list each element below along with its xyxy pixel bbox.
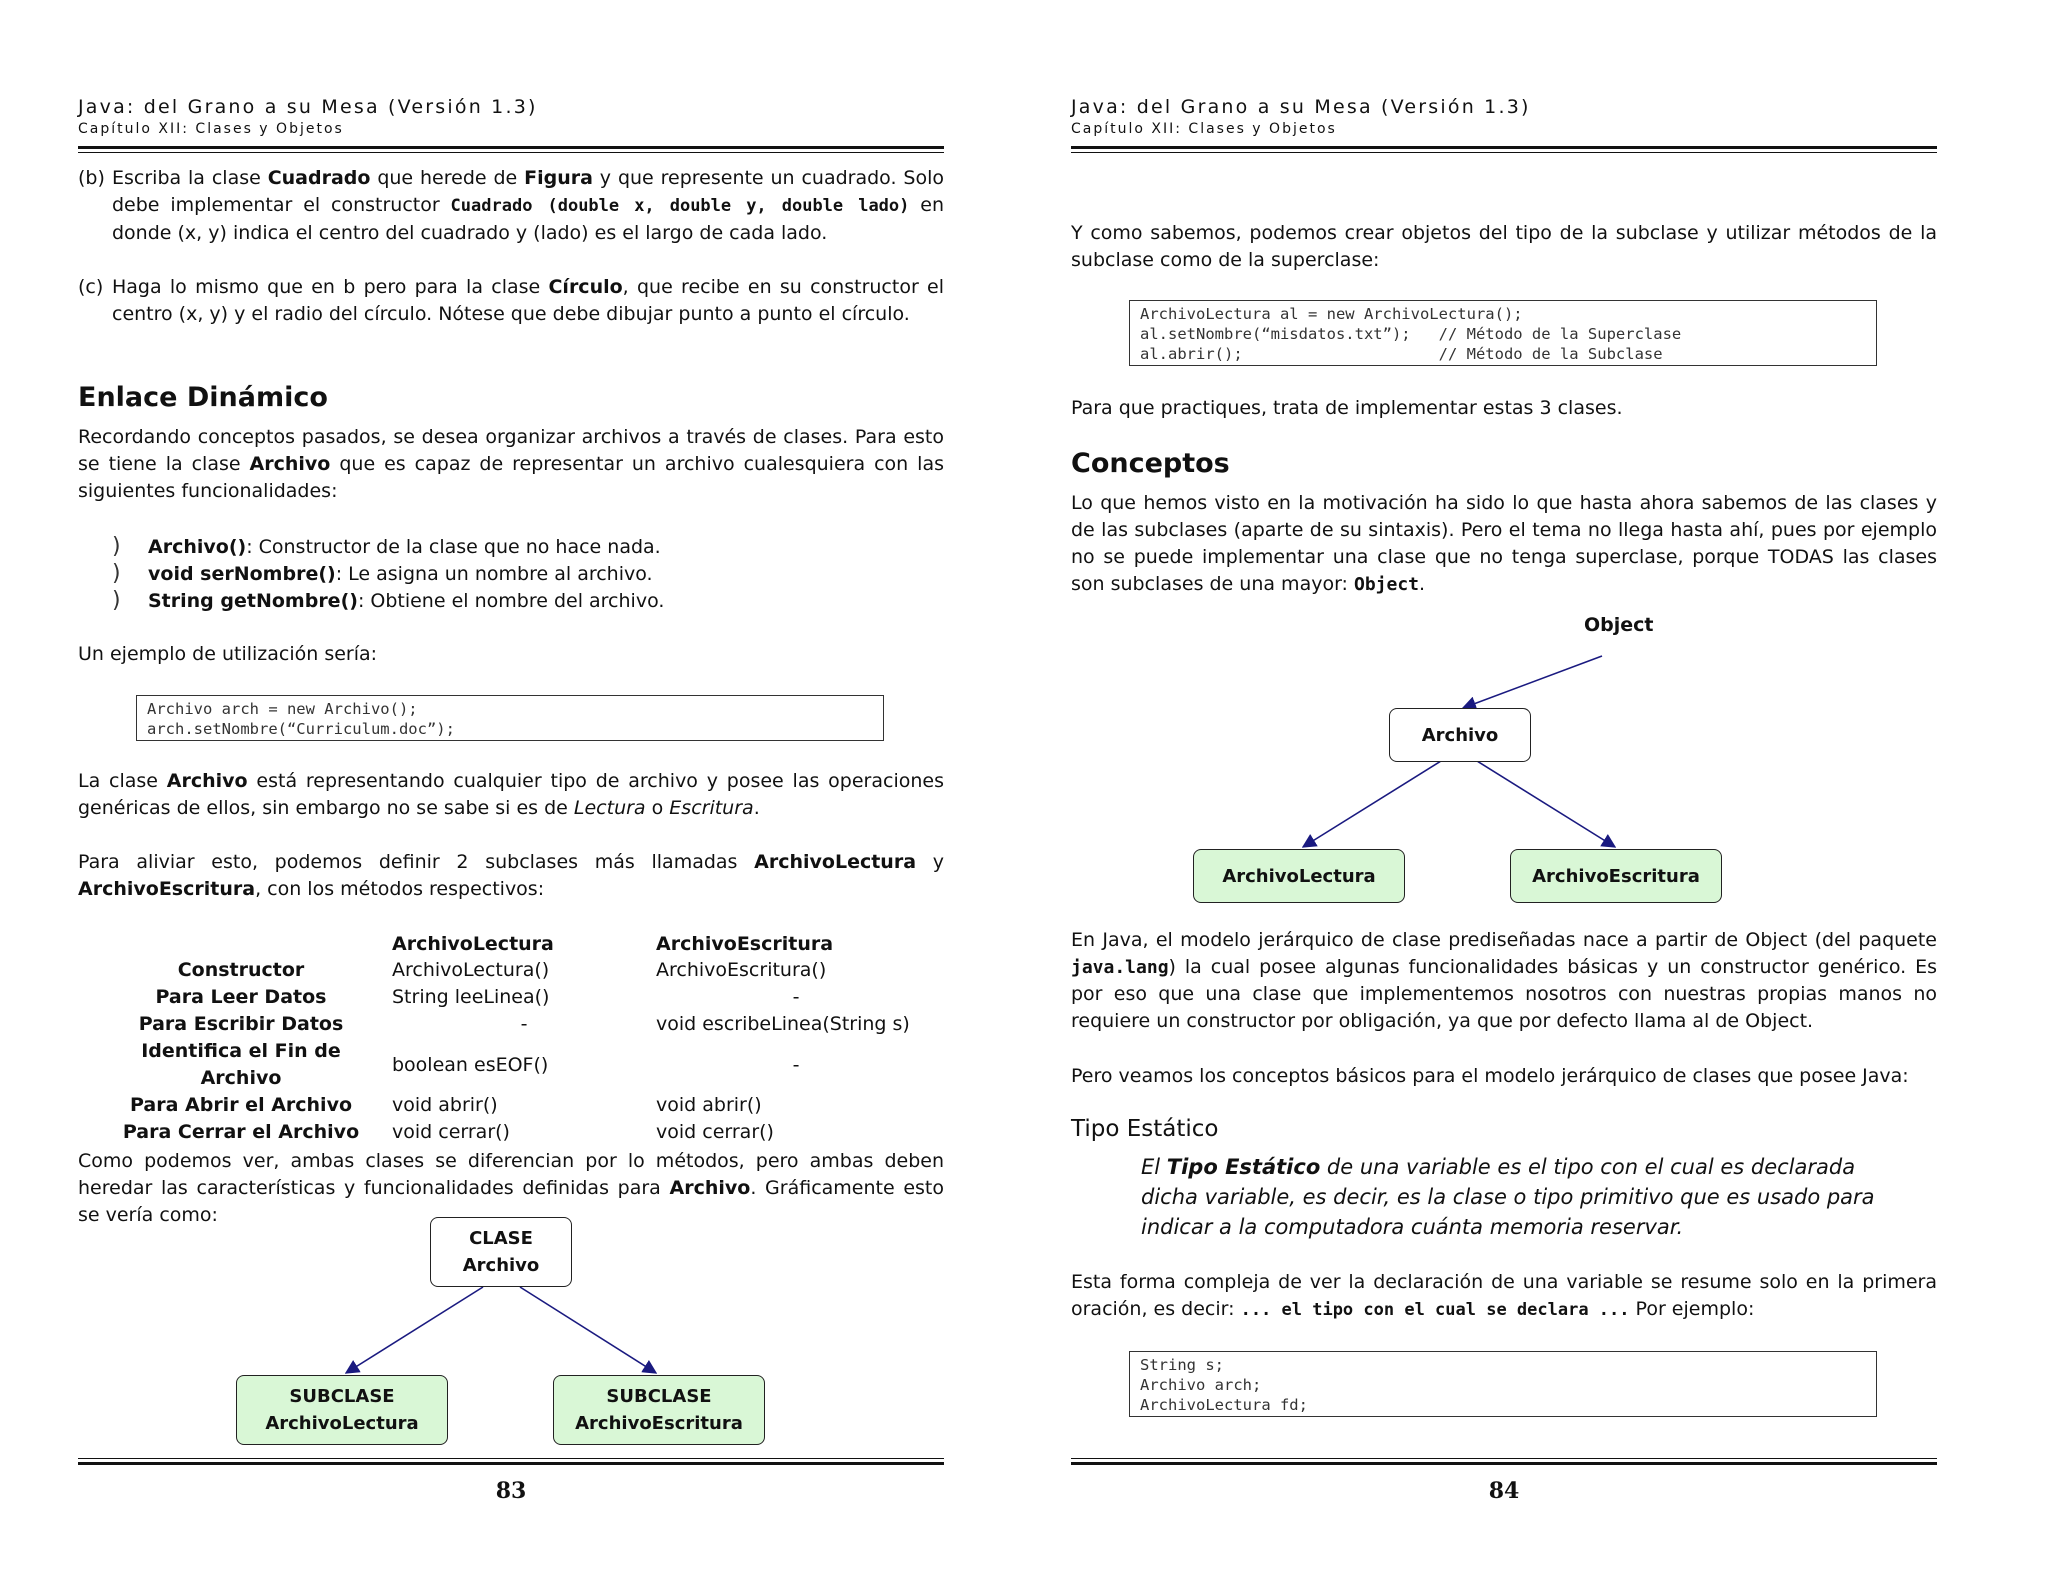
table-row: Identifica el Fin de Archivo boolean esEOF() - <box>141 1040 800 1089</box>
paragraph: Como podemos ver, ambas clases se diferencian por lo métodos, pero ambas deben heredar las características y funcionalidades definidas para Archivo. Gráficamente esto se vería como: <box>78 1150 944 1226</box>
subheading: Tipo Estático <box>1071 1116 1219 1142</box>
object-label: Object <box>1584 614 1654 636</box>
hierarchy-arrows <box>1071 0 1937 1582</box>
class-box-archivo: Archivo <box>1389 708 1531 762</box>
page-number: 83 <box>495 1478 527 1504</box>
page-83 <box>78 0 948 1582</box>
running-chapter: Capítulo XII: Clases y Objetos <box>1071 121 1337 137</box>
footer-rule <box>78 1458 944 1465</box>
paragraph: La clase Archivo está representando cualquier tipo de archivo y posee las operaciones genéricas de ellos, sin embargo no se sabe si es de Lectura o Escritura. <box>78 770 944 819</box>
paragraph: Esta forma compleja de ver la declaración de una variable se resume solo en la primera oración, es decir: ... el tipo con el cual se declara ... Por ejemplo: <box>1071 1271 1937 1320</box>
running-title: Java: del Grano a su Mesa (Versión 1.3) <box>1071 96 1531 118</box>
subclass-box-escritura: ArchivoEscritura <box>1510 849 1722 903</box>
running-title: Java: del Grano a su Mesa (Versión 1.3) <box>78 96 538 118</box>
bullet-item: ) void serNombre(): Le asigna un nombre al archivo. <box>112 561 653 586</box>
exercise-item-c: (c) Haga lo mismo que en b pero para la clase Círculo, que recibe en su constructor el centro (x, y) y el radio del círculo. Nótese que debe dibujar punto a punto el círculo. <box>78 276 944 325</box>
bullet-item: ) String getNombre(): Obtiene el nombre del archivo. <box>112 588 665 613</box>
table-row: Para Abrir el Archivo void abrir() void abrir() <box>129 1094 762 1116</box>
inheritance-arrows <box>78 0 944 1582</box>
table-header-row: ArchivoLectura ArchivoEscritura <box>392 932 834 955</box>
section-title-conceptos: Conceptos <box>1071 448 1230 479</box>
paragraph: Pero veamos los conceptos básicos para el modelo jerárquico de clases que posee Java: <box>1071 1065 1909 1087</box>
intro-paragraph: Recordando conceptos pasados, se desea organizar archivos a través de clases. Para esto se tiene la clase Archivo que es capaz de representar un archivo cualesquiera con las siguientes funcionalidades: <box>78 426 944 502</box>
exercise-item-b: (b) Escriba la clase Cuadrado que herede de Figura y que represente un cuadrado. Solo debe implementar el constructor Cuadrado (double x, double y, double lado) en donde (x, y) indica el centro del cuadrado y (lado) es el largo de cada lado. <box>78 167 944 244</box>
definition: El Tipo Estático de una variable es el tipo con el cual es declarada dicha variable, es decir, es la clase o tipo primitivo que es usado para indicar a la computadora cuánta memoria reservar. <box>1141 1155 1875 1239</box>
paragraph: Para aliviar esto, podemos definir 2 subclases más llamadas ArchivoLectura y ArchivoEscritura, con los métodos respectivos: <box>78 851 944 900</box>
code-block: ArchivoLectura al = new ArchivoLectura(); al.setNombre(“misdatos.txt”); // Método de la Superclase al.abrir(); // Método de la Subclase <box>1129 300 1877 366</box>
paragraph: En Java, el modelo jerárquico de clase prediseñadas nace a partir de Object (del paquete java.lang) la cual posee algunas funcionalidades básicas y un constructor genérico. Es por eso que una clase que implementemos nosotros con nuestras propias manos no requiere un constructor por obligación, ya que por defecto llama al de Object. <box>1071 929 1937 1032</box>
table-row: Para Cerrar el Archivo void cerrar() void cerrar() <box>122 1121 774 1143</box>
paragraph: Para que practiques, trata de implementar estas 3 clases. <box>1071 397 1623 419</box>
table-row: Para Leer Datos String leeLinea() - <box>155 986 800 1008</box>
table-row: Para Escribir Datos - void escribeLinea(String s) <box>138 1013 910 1035</box>
footer-rule <box>1071 1458 1937 1465</box>
code-block: String s; Archivo arch; ArchivoLectura fd; <box>1129 1351 1877 1417</box>
page-84 <box>1071 0 1941 1582</box>
paragraph: Y como sabemos, podemos crear objetos del tipo de la subclase y utilizar métodos de la subclase como de la superclase: <box>1071 222 1937 271</box>
subclass-box-escritura: SUBCLASE ArchivoEscritura <box>553 1375 765 1445</box>
section-title-enlace: Enlace Dinámico <box>78 382 328 413</box>
code-block: Archivo arch = new Archivo(); arch.setNombre(“Curriculum.doc”); <box>136 695 884 741</box>
paragraph: Lo que hemos visto en la motivación ha sido lo que hasta ahora sabemos de las clases y de las subclases (aparte de su sintaxis). Pero el tema no llega hasta ahí, pues por ejemplo no se puede implementar una clase que no tenga superclase, porque TODAS las clases son subclases de una mayor: Object. <box>1071 492 1937 595</box>
example-intro: Un ejemplo de utilización sería: <box>78 643 378 665</box>
subclass-box-lectura: ArchivoLectura <box>1193 849 1405 903</box>
page-number: 84 <box>1488 1478 1520 1504</box>
bullet-item: ) Archivo(): Constructor de la clase que no hace nada. <box>112 534 661 559</box>
running-chapter: Capítulo XII: Clases y Objetos <box>78 121 344 137</box>
class-box-archivo: CLASE Archivo <box>430 1217 572 1287</box>
table-row: Constructor ArchivoLectura() ArchivoEscritura() <box>177 959 827 981</box>
subclass-box-lectura: SUBCLASE ArchivoLectura <box>236 1375 448 1445</box>
